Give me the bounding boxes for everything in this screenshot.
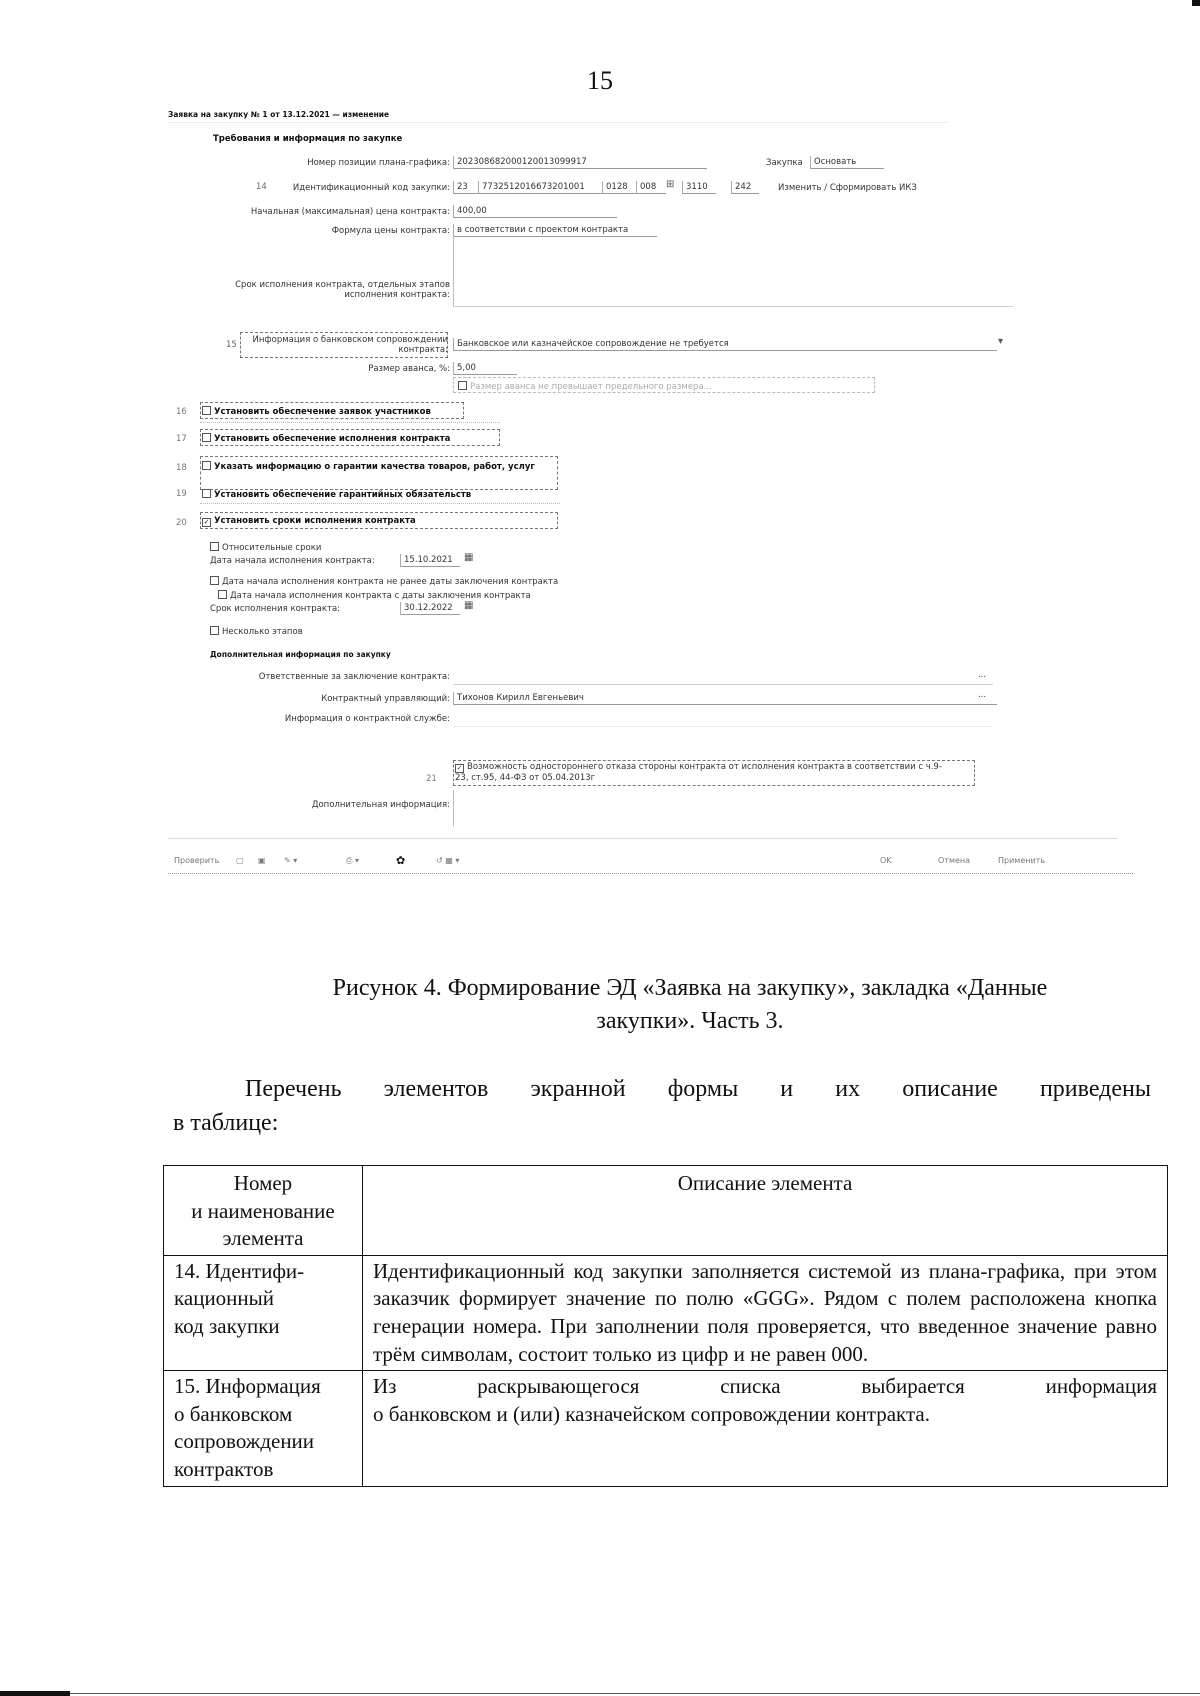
marker-21: 21: [426, 774, 437, 784]
checkbox-icon[interactable]: [210, 576, 219, 585]
ikz-change-link[interactable]: Изменить / Сформировать ИКЗ: [778, 183, 917, 193]
checkbox-icon[interactable]: [202, 489, 211, 498]
manager-label: Контрактный управляющий:: [321, 694, 450, 704]
opt-terms[interactable]: ✓ Установить сроки исполнения контракта: [203, 516, 416, 526]
apply-button[interactable]: Применить: [998, 856, 1046, 865]
settings-icon[interactable]: ✿: [396, 854, 406, 867]
end-date-field[interactable]: 30.12.2022: [400, 602, 460, 615]
advance-field[interactable]: 5,00: [453, 362, 517, 375]
form-screenshot: [168, 110, 1138, 940]
marker-14: 14: [256, 182, 267, 192]
additional-section-title: Дополнительная информация по закупку: [210, 650, 391, 659]
screenshot-bottom-edge: [168, 873, 1133, 874]
marker-20: 20: [176, 518, 187, 528]
purchase-type-label: Закупка: [766, 158, 803, 168]
additional-info-edge: [453, 790, 454, 826]
manager-ellipsis[interactable]: ...: [978, 690, 987, 700]
check-icon[interactable]: ✓: [456, 764, 463, 772]
start-from-conclusion[interactable]: Дата начала исполнения контракта с даты заключения контракта: [218, 590, 531, 601]
plan-position-label: Номер позиции плана-графика:: [307, 158, 450, 168]
intro-line-2: в таблице:: [173, 1110, 279, 1136]
row-element-name: 14. Идентифи- кационный код закупки: [164, 1255, 363, 1370]
scan-bottom-rule: [70, 1693, 1200, 1694]
opt-quality-guarantee[interactable]: Указать информацию о гарантии качества товаров, работ, услуг: [202, 461, 535, 472]
advance-note-frame: [453, 377, 875, 393]
checkbox-icon[interactable]: [218, 590, 227, 599]
advance-label: Размер аванса, %:: [368, 364, 450, 374]
ok-button[interactable]: OK: [880, 856, 892, 865]
header-col-number-name: Номер и наименование элемента: [164, 1166, 363, 1256]
ikz-part-kvr[interactable]: 242: [731, 181, 759, 194]
calendar-icon[interactable]: ▦: [464, 600, 474, 611]
form-toolbar: [168, 852, 1138, 872]
document-icon[interactable]: ▢: [236, 856, 244, 865]
header-col-description: Описание элемента: [363, 1166, 1168, 1256]
table-header-row: [164, 1166, 1168, 1256]
ikz-part-ggg[interactable]: 008: [636, 181, 666, 194]
responsible-field-line: [453, 684, 993, 685]
plan-position-field[interactable]: 202308682000120013099917: [453, 156, 707, 169]
attach-icon[interactable]: ✎ ▾: [284, 856, 298, 865]
check-icon[interactable]: ✓: [203, 518, 210, 526]
marker-18: 18: [176, 463, 187, 473]
row-element-name: 15. Информация о банковском сопровождении контрактов: [164, 1371, 363, 1486]
cancel-button[interactable]: Отмена: [938, 856, 971, 865]
bank-label: Информация о банковском сопровождении контракта:: [252, 335, 448, 355]
section-title: Требования и информация по закупке: [213, 134, 403, 144]
calendar-icon[interactable]: ▦: [464, 552, 474, 563]
several-stages[interactable]: Несколько этапов: [210, 626, 303, 637]
intro-line-1: Перечень элементов экранной формы и их описание приведены: [245, 1076, 1151, 1102]
elements-table: [163, 1165, 1168, 1487]
purchase-type-field[interactable]: Основать: [810, 156, 884, 169]
opt-bid-security[interactable]: Установить обеспечение заявок участников: [202, 406, 431, 417]
caption-line-2: закупки». Часть 3.: [596, 1008, 784, 1034]
table-row: [164, 1255, 1168, 1370]
marker-19: 19: [176, 489, 187, 499]
marker-16: 16: [176, 407, 187, 417]
additional-info-label: Дополнительная информация:: [311, 800, 450, 810]
ikz-part-inn[interactable]: 7732512016673201001: [478, 181, 602, 194]
nmck-field[interactable]: 400,00: [453, 205, 617, 218]
row-separator: [200, 422, 500, 423]
checkbox-icon[interactable]: [210, 626, 219, 635]
checkbox-icon[interactable]: [202, 433, 211, 442]
table-row: [164, 1371, 1168, 1486]
responsible-ellipsis[interactable]: ...: [978, 670, 987, 680]
ikz-part-okpd[interactable]: 3110: [682, 181, 716, 194]
advance-note: Размер аванса не превышает предельного размера...: [458, 381, 712, 392]
row-separator: [200, 503, 560, 504]
formula-label: Формула цены контракта:: [331, 226, 450, 236]
caption-line-1: Рисунок 4. Формирование ЭД «Заявка на закупку», закладка «Данные: [332, 975, 1048, 1001]
ikz-part-num[interactable]: 0128: [602, 181, 636, 194]
scan-corner-mark: [1192, 0, 1200, 6]
row-element-description: Из раскрывающегося списка выбирается информация о банковском и (или) казначейском сопровождении контракта.: [363, 1371, 1168, 1486]
checkbox-icon[interactable]: [202, 406, 211, 415]
opt-warranty-security[interactable]: Установить обеспечение гарантийных обязательств: [202, 489, 471, 500]
nmck-label: Начальная (максимальная) цена контракта:: [250, 207, 450, 217]
scan-bottom-mark: [0, 1691, 70, 1696]
row-element-description: Идентификационный код закупки заполняется системой из плана-графика, при этом заказчик формирует значение по полю «GGG». Рядом с полем расположена кнопка генерации номера. При заполнении поля проверяется, что введенное значение равно трём символам, состоит только из цифр и не равен 000.: [363, 1255, 1168, 1370]
figure-caption: [240, 972, 1140, 1038]
ikz-label: Идентификационный код закупки:: [292, 183, 450, 193]
checkbox-icon[interactable]: [210, 542, 219, 551]
ikz-part-year[interactable]: 23: [453, 181, 479, 194]
contract-service-line: [453, 726, 993, 727]
start-date-field[interactable]: 15.10.2021: [400, 554, 460, 567]
start-not-earlier[interactable]: Дата начала исполнения контракта не ранее даты заключения контракта: [210, 576, 558, 587]
responsible-label: Ответственные за заключение контракта:: [258, 672, 450, 682]
window-title: Заявка на закупку № 1 от 13.12.2021 — изменение: [168, 110, 390, 119]
marker-17: 17: [176, 434, 187, 444]
manager-field[interactable]: Тихонов Кирилл Евгеньевич: [453, 692, 997, 705]
marker-15: 15: [226, 340, 237, 350]
unilateral-refusal[interactable]: ✓ Возможность одностороннего отказа стороны контракта от исполнения контракта в соответствии с ч.9-23, ст.95, 44-ФЗ от 05.04.2013г: [455, 762, 942, 783]
title-divider: [168, 122, 948, 123]
contract-service-label: Информация о контрактной службе:: [284, 714, 450, 724]
term-label: Срок исполнения контракта, отдельных этапов исполнения контракта:: [235, 280, 450, 300]
footer-divider: [168, 838, 1118, 839]
start-date-label: Дата начала исполнения контракта:: [210, 556, 375, 566]
intro-paragraph: [173, 1072, 1151, 1140]
page-number: 15: [587, 66, 613, 95]
term-field-line: [453, 306, 1013, 307]
bank-select[interactable]: Банковское или казначейское сопровождение не требуется: [453, 338, 997, 351]
save-icon[interactable]: ▣: [258, 856, 266, 865]
formula-textarea-edge: [453, 236, 454, 306]
check-button[interactable]: Проверить: [174, 856, 220, 865]
end-date-label: Срок исполнения контракта:: [210, 604, 341, 614]
generate-number-icon[interactable]: ⊞: [666, 179, 675, 190]
checkbox-icon[interactable]: [202, 461, 211, 470]
opt-contract-security[interactable]: Установить обеспечение исполнения контракта: [202, 433, 450, 444]
history-icon[interactable]: ↺ ▦ ▾: [436, 856, 460, 865]
formula-field[interactable]: в соответствии с проектом контракта: [453, 224, 657, 237]
chevron-down-icon[interactable]: ▾: [998, 336, 1004, 347]
print-icon[interactable]: ⎙ ▾: [346, 856, 359, 865]
relative-terms[interactable]: Относительные сроки: [210, 542, 321, 553]
